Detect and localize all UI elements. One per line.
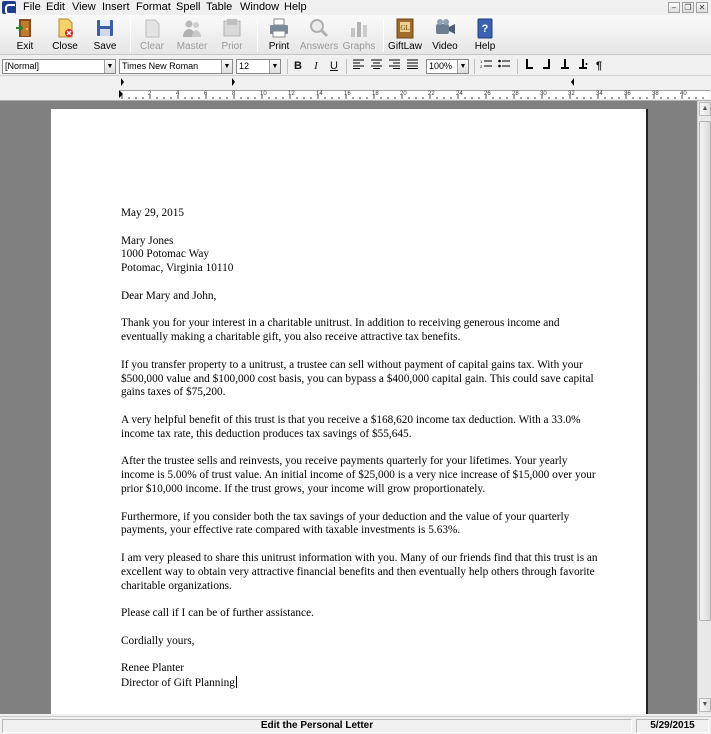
- prior-label: Prior: [221, 41, 243, 52]
- scroll-down-button[interactable]: ▼: [699, 698, 711, 712]
- svg-text:38: 38: [652, 91, 659, 97]
- font-size-value: 12: [239, 61, 250, 71]
- letter-paragraph: After the trustee sells and reinvests, you receive payments quarterly for your lifetimes. Your yearly income is 5.00% of trust value. An initial income of $25,000 is a very nice increase of $15,000 over your prior $10,000 income. If the trust grows, your income will grow proportionately.: [121, 455, 596, 495]
- letter-paragraph: A very helpful benefit of this trust is that you receive a $168,620 income tax deduction. With a 33.0% income tax rate, this deduction produces tax savings of $55,645.: [121, 413, 581, 440]
- svg-text:8: 8: [232, 91, 236, 97]
- video-camera-icon: [434, 17, 456, 39]
- scroll-up-button[interactable]: ▲: [699, 102, 711, 116]
- svg-text:2: 2: [148, 91, 152, 97]
- svg-text:36: 36: [624, 91, 631, 97]
- svg-text:18: 18: [372, 91, 379, 97]
- letter-paragraph: Furthermore, if you consider both the tax savings of your deduction and the value of your quarterly payments, your effective rate compared with taxable investments is 5.63%.: [121, 510, 570, 537]
- align-left-button[interactable]: [350, 59, 366, 74]
- svg-text:12: 12: [288, 91, 295, 97]
- letter-closing: Cordially yours,: [121, 634, 195, 647]
- chevron-down-icon: ▼: [457, 60, 468, 73]
- svg-text:24: 24: [456, 91, 463, 97]
- status-message: Edit the Personal Letter: [2, 719, 632, 733]
- numbered-list-button[interactable]: [478, 59, 494, 74]
- minimize-button[interactable]: –: [668, 2, 680, 13]
- align-right-button[interactable]: [386, 59, 402, 74]
- align-left-icon: [353, 59, 364, 69]
- vertical-scrollbar[interactable]: [697, 101, 711, 714]
- save-button[interactable]: [86, 15, 124, 55]
- help-book-icon: [474, 17, 496, 39]
- letter-salutation: Dear Mary and John,: [121, 289, 217, 302]
- clear-label: Clear: [140, 41, 164, 52]
- master-button[interactable]: [172, 15, 212, 55]
- menu-window[interactable]: Window: [240, 1, 280, 13]
- justify-button[interactable]: [404, 59, 420, 74]
- letter-paragraph: Thank you for your interest in a charitable unitrust. In addition to receiving generous income and eventually making a charitable gift, you also receive attractive tax benefits.: [121, 317, 560, 344]
- bold-button[interactable]: B: [294, 60, 302, 72]
- print-button[interactable]: [261, 15, 297, 55]
- letter-paragraph: I am very pleased to share this unitrust information with you. Many of our friends find that this trust is an excellent way to obtain very attractive financial benefits and then eventually help others through favorite charitable organizations.: [121, 551, 598, 592]
- style-select[interactable]: [2, 59, 116, 74]
- zoom-value: 100%: [429, 61, 453, 71]
- letter-address: Mary Jones 1000 Potomac Way Potomac, Virginia 10110: [121, 234, 234, 275]
- close-label: Close: [52, 41, 78, 52]
- svg-text:20: 20: [400, 91, 407, 97]
- chevron-down-icon: ▼: [221, 60, 232, 73]
- svg-text:GL: GL: [400, 24, 410, 32]
- letter-paragraph: Please call if I can be of further assistance.: [121, 607, 314, 620]
- chevron-down-icon: ▼: [269, 60, 280, 73]
- font-size-select[interactable]: [236, 59, 281, 74]
- master-label: Master: [176, 41, 208, 52]
- graphs-label: Graphs: [342, 41, 376, 52]
- svg-text:32: 32: [568, 91, 575, 97]
- video-label: Video: [432, 41, 458, 52]
- menu-bar: [0, 0, 711, 15]
- letter-date: May 29, 2015: [121, 207, 185, 219]
- svg-text:10: 10: [260, 91, 267, 97]
- align-right-icon: [389, 59, 400, 69]
- tab-stop-markers: [0, 77, 711, 88]
- tab-left-icon: [524, 59, 534, 70]
- menu-edit[interactable]: Edit: [46, 1, 65, 13]
- tab-right-button[interactable]: [539, 59, 555, 74]
- graphs-button[interactable]: [341, 15, 377, 55]
- format-bar: [0, 56, 711, 76]
- style-value: [Normal]: [5, 61, 40, 71]
- menu-spell[interactable]: Spell: [176, 1, 201, 13]
- letter-paragraph: If you transfer property to a unitrust, a trustee can sell without payment of capital gains tax. With your $500,000 value and $100,000 cost basis, you can bypass a $400,000 capital gain. This could save capital gains taxes of $75,200.: [121, 358, 594, 399]
- save-label: Save: [93, 41, 117, 52]
- master-people-icon: [181, 17, 203, 39]
- clear-button[interactable]: [134, 15, 170, 55]
- close-button[interactable]: [46, 15, 84, 55]
- svg-text:26: 26: [484, 91, 491, 97]
- menu-table[interactable]: Table: [206, 1, 233, 13]
- font-select[interactable]: [119, 59, 233, 74]
- svg-text:16: 16: [344, 91, 351, 97]
- bullet-list-icon: [498, 59, 510, 69]
- text-caret: [236, 676, 237, 688]
- clear-icon: [141, 17, 163, 39]
- document-page[interactable]: [51, 109, 648, 714]
- menu-file[interactable]: File: [23, 1, 41, 13]
- menu-format[interactable]: Format: [136, 1, 171, 13]
- exit-button[interactable]: [6, 15, 44, 55]
- answers-button[interactable]: [299, 15, 339, 55]
- tab-center-icon: [560, 59, 570, 70]
- exit-door-icon: [14, 17, 36, 39]
- svg-text:34: 34: [596, 91, 603, 97]
- svg-text:6: 6: [204, 91, 208, 97]
- ruler-ticks: [0, 88, 711, 101]
- help-button[interactable]: [467, 15, 503, 55]
- tab-stop-ruler[interactable]: [0, 77, 711, 88]
- svg-text:28: 28: [512, 91, 519, 97]
- answers-label: Answers: [299, 41, 339, 52]
- svg-text:30: 30: [540, 91, 547, 97]
- scroll-thumb[interactable]: [699, 121, 711, 621]
- align-center-icon: [371, 59, 382, 69]
- status-date: 5/29/2015: [636, 719, 709, 733]
- magnifier-icon: [308, 17, 330, 39]
- underline-button[interactable]: U: [330, 60, 338, 72]
- tab-decimal-button[interactable]: [575, 59, 591, 74]
- justify-icon: [407, 59, 418, 69]
- giftlaw-book-icon: [394, 17, 416, 39]
- menu-insert[interactable]: Insert: [102, 1, 130, 13]
- giftlaw-label: GiftLaw: [388, 41, 422, 52]
- menu-view[interactable]: View: [72, 1, 96, 13]
- print-label: Print: [268, 41, 290, 52]
- svg-text:40: 40: [680, 91, 687, 97]
- video-button[interactable]: [427, 15, 463, 55]
- status-bar: [0, 716, 711, 734]
- tab-left-button[interactable]: [521, 59, 537, 74]
- svg-text:?: ?: [481, 23, 489, 35]
- prior-button[interactable]: [214, 15, 250, 55]
- app-icon[interactable]: [2, 1, 16, 14]
- close-document-icon: [54, 17, 76, 39]
- letter-signer-title: Director of Gift Planning: [121, 677, 235, 690]
- svg-text:1: 1: [480, 59, 483, 64]
- svg-text:2: 2: [480, 64, 483, 69]
- chevron-down-icon: ▼: [104, 60, 115, 73]
- help-label: Help: [474, 41, 496, 52]
- restore-button[interactable]: ❐: [682, 2, 694, 13]
- svg-text:22: 22: [428, 91, 435, 97]
- font-value: Times New Roman: [122, 61, 199, 71]
- tab-center-button[interactable]: [557, 59, 573, 74]
- toolbar: [0, 15, 711, 55]
- save-floppy-icon: [94, 17, 116, 39]
- svg-text:14: 14: [316, 91, 323, 97]
- horizontal-ruler[interactable]: [0, 88, 711, 101]
- letter-body[interactable]: [121, 207, 601, 691]
- paragraph-marks-button[interactable]: ¶: [595, 60, 603, 72]
- graphs-icon: [348, 17, 370, 39]
- giftlaw-button[interactable]: [387, 15, 423, 55]
- letter-signer-name: Renee Planter: [121, 662, 185, 675]
- tab-right-icon: [542, 59, 552, 70]
- zoom-select[interactable]: [426, 59, 469, 74]
- close-window-button[interactable]: ✕: [696, 2, 708, 13]
- printer-icon: [268, 17, 290, 39]
- menu-help[interactable]: Help: [284, 1, 307, 13]
- prior-icon: [221, 17, 243, 39]
- bullet-list-button[interactable]: [496, 59, 512, 74]
- numbered-list-icon: [480, 59, 492, 69]
- align-center-button[interactable]: [368, 59, 384, 74]
- italic-button[interactable]: I: [314, 60, 318, 72]
- tab-decimal-icon: [578, 59, 588, 70]
- document-area: [0, 101, 697, 714]
- exit-label: Exit: [16, 41, 34, 52]
- svg-text:4: 4: [176, 91, 180, 97]
